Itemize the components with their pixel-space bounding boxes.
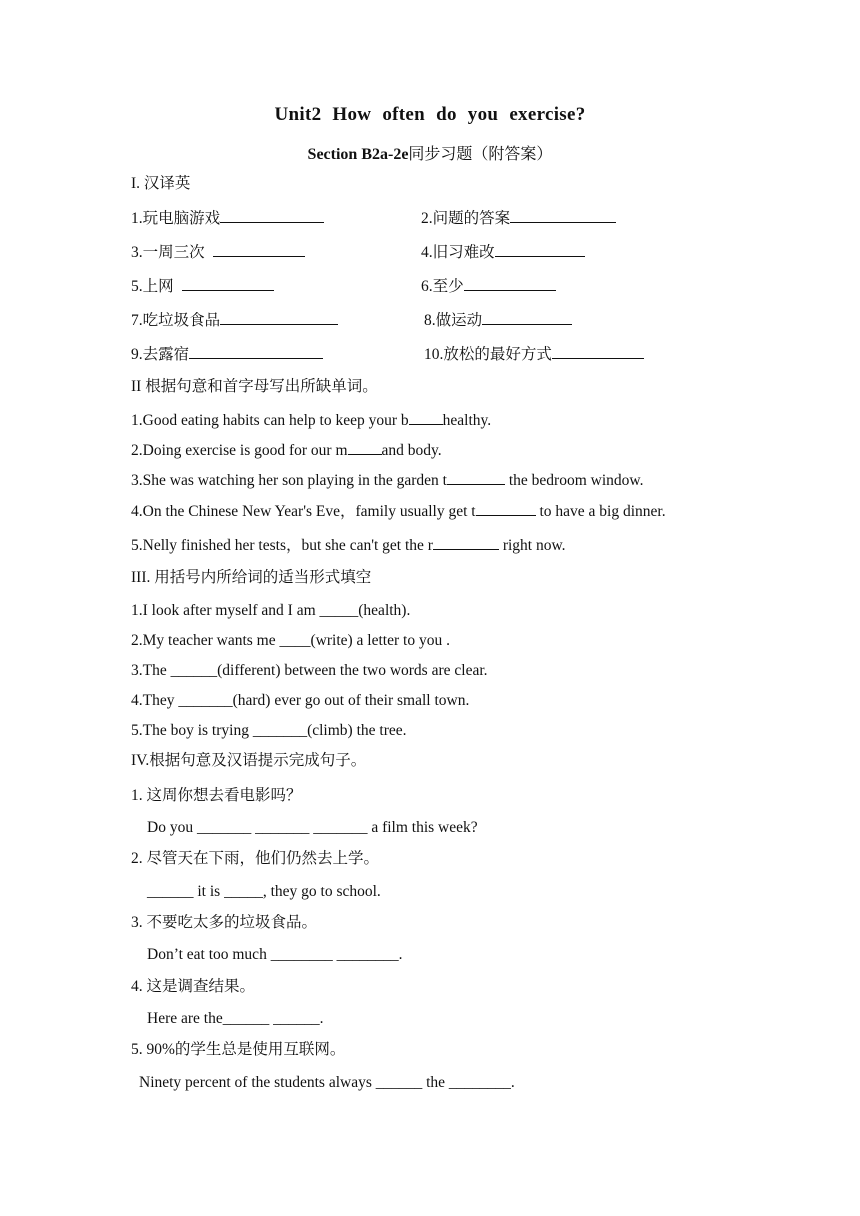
sec3-item-1: 1.I look after myself and I am _____(health). <box>131 602 411 619</box>
sec4-answer-2: ______ it is _____, they go to school. <box>147 883 381 900</box>
answer-blank[interactable] <box>189 344 323 359</box>
item-text: 2.问题的答案 <box>421 210 511 227</box>
sec1-item-4 <box>421 242 585 263</box>
item-text: the bedroom window. <box>504 472 644 489</box>
answer-blank[interactable] <box>447 470 505 485</box>
sec1-item-8 <box>424 310 572 331</box>
sec1-item-6 <box>421 276 556 297</box>
answer-blank[interactable] <box>220 310 338 325</box>
sec4-question-1: 1. 这周你想去看电影吗？ <box>131 787 302 804</box>
item-text: 2.Doing exercise is good for our m <box>131 442 348 459</box>
section-4-heading: IV.根据句意及汉语提示完成句子。 <box>131 752 367 769</box>
answer-blank[interactable] <box>476 501 536 516</box>
sec2-item-5 <box>131 535 566 556</box>
item-text: 3.She was watching her son playing in the garden t <box>131 472 447 489</box>
sec4-question-2: 2. 尽管天在下雨，他们仍然去上学。 <box>131 850 380 867</box>
sec2-item-2 <box>131 440 442 461</box>
sec1-item-7 <box>131 310 338 331</box>
sec4-answer-4: Here are the______ ______. <box>147 1010 324 1027</box>
item-text: 8.做运动 <box>424 312 483 329</box>
item-text: 3.一周三次 <box>131 244 205 261</box>
document-title: Unit2 How often do you exercise? <box>274 104 586 125</box>
section-3-heading: III. 用括号内所给词的适当形式填空 <box>131 569 372 586</box>
sec3-item-3: 3.The ______(different) between the two words are clear. <box>131 662 488 679</box>
item-text: 5.Nelly finished her tests，but she can't get the r <box>131 537 433 554</box>
sec3-item-4: 4.They _______(hard) ever go out of their small town. <box>131 692 470 709</box>
item-text: and body. <box>381 442 442 459</box>
document-subtitle <box>0 141 860 164</box>
sec1-item-10 <box>424 344 644 365</box>
sec1-item-1 <box>131 208 324 229</box>
sec4-answer-3: Don’t eat too much ________ ________. <box>147 946 403 963</box>
sec1-item-9 <box>131 344 323 365</box>
sec4-question-4: 4. 这是调查结果。 <box>131 978 256 995</box>
sec1-item-3 <box>131 242 305 263</box>
sec4-answer-1: Do you _______ _______ _______ a film this week? <box>147 819 478 836</box>
item-text: 4.On the Chinese New Year's Eve，family usually get t <box>131 503 476 520</box>
answer-blank[interactable] <box>495 242 585 257</box>
item-text: 7.吃垃圾食品 <box>131 312 221 329</box>
sec1-item-2 <box>421 208 616 229</box>
answer-blank[interactable] <box>552 344 644 359</box>
item-text: to have a big dinner. <box>535 503 666 520</box>
item-text: right now. <box>498 537 566 554</box>
section-2-heading: II 根据句意和首字母写出所缺单词。 <box>131 378 378 395</box>
sec3-item-5: 5.The boy is trying _______(climb) the tree. <box>131 722 407 739</box>
sec2-item-1 <box>131 410 491 431</box>
item-text: 1.玩电脑游戏 <box>131 210 221 227</box>
sec2-item-3 <box>131 470 643 491</box>
sec4-question-3: 3. 不要吃太多的垃圾食品。 <box>131 914 318 931</box>
answer-blank[interactable] <box>510 208 616 223</box>
sec4-question-5: 5. 90%的学生总是使用互联网。 <box>131 1041 346 1058</box>
sec4-answer-5: Ninety percent of the students always ______ the ________. <box>139 1074 515 1091</box>
item-text: healthy. <box>442 412 492 429</box>
item-text: 1.Good eating habits can help to keep your b <box>131 412 409 429</box>
sec3-item-2: 2.My teacher wants me ____(write) a letter to you . <box>131 632 450 649</box>
subtitle-section: Section B2a-2e <box>307 146 409 163</box>
answer-blank[interactable] <box>464 276 556 291</box>
sec1-item-5 <box>131 276 274 297</box>
item-text: 4.旧习难改 <box>421 244 495 261</box>
item-text: 9.去露宿 <box>131 346 190 363</box>
answer-blank[interactable] <box>482 310 572 325</box>
item-text: 10.放松的最好方式 <box>424 346 552 363</box>
item-text: 6.至少 <box>421 278 464 295</box>
answer-blank[interactable] <box>433 535 499 550</box>
item-text: 5.上网 <box>131 278 174 295</box>
sec2-item-4 <box>131 501 666 522</box>
answer-blank[interactable] <box>409 410 443 425</box>
answer-blank[interactable] <box>220 208 324 223</box>
answer-blank[interactable] <box>182 276 274 291</box>
section-1-heading: I. 汉译英 <box>131 175 191 192</box>
subtitle-rest: 同步习题（附答案） <box>408 146 553 163</box>
answer-blank[interactable] <box>213 242 305 257</box>
answer-blank[interactable] <box>348 440 382 455</box>
